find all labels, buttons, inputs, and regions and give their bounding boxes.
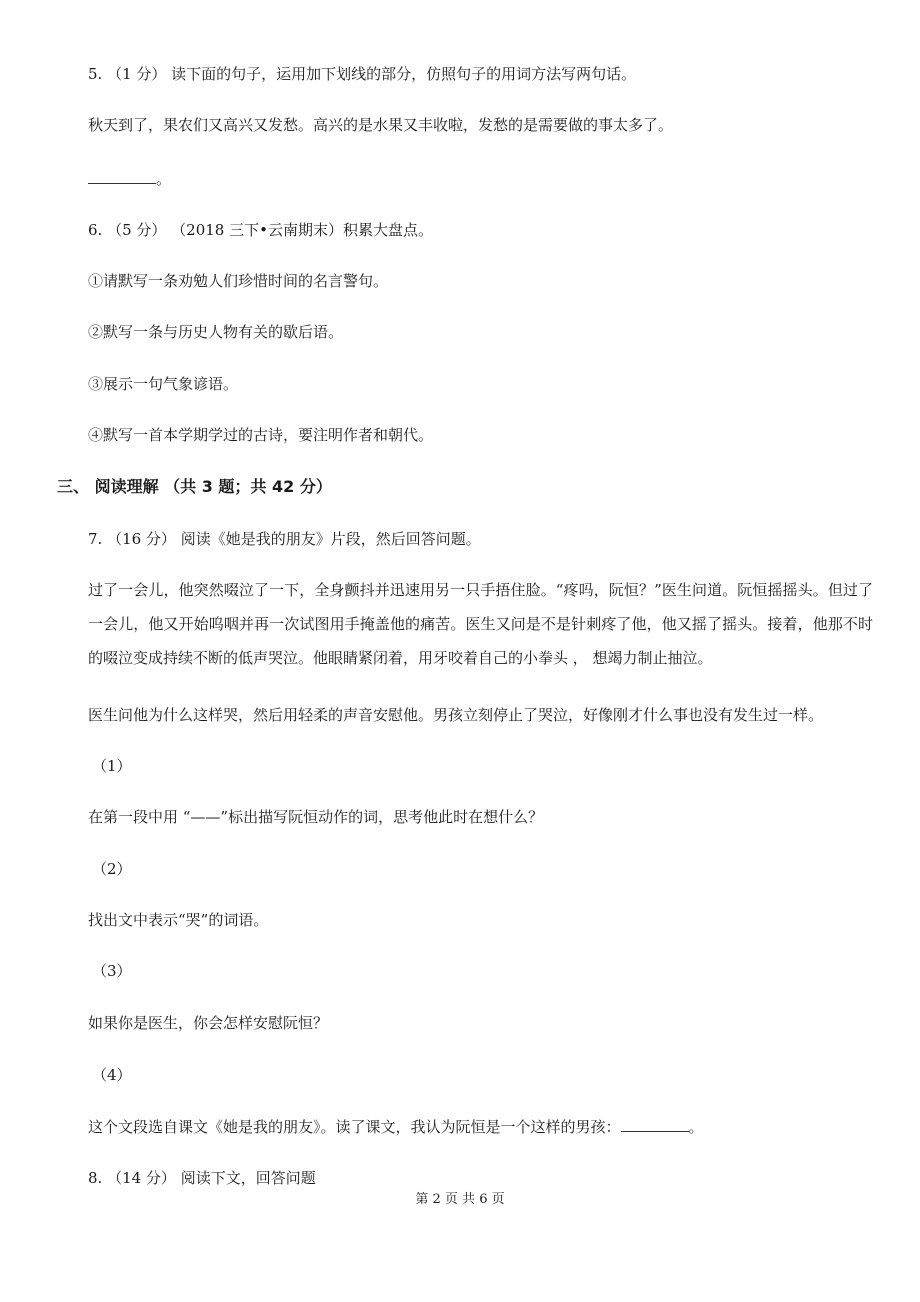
q7-sub2-text: 找出文中表示“哭”的词语。 — [88, 911, 269, 929]
q7-passage-2: 医生问他为什么这样哭，然后用轻柔的声音安慰他。男孩立刻停止了哭泣，好像刚才什么事也没有发生过一样。 — [88, 706, 824, 724]
q7-sub4-num: （4） — [92, 1066, 132, 1084]
q7-sub1-num: （1） — [92, 757, 132, 775]
q5-header: 5. （1 分） 读下面的句子，运用加下划线的部分，仿照句子的用词方法写两句话。 — [88, 65, 637, 83]
q6-item-3: ③展示一句气象谚语。 — [88, 375, 239, 393]
q7-header: 7. （16 分） 阅读《她是我的朋友》片段，然后回答问题。 — [88, 530, 481, 548]
q7-sub4-suffix: 。 — [688, 1118, 704, 1136]
q7-sub4-line — [88, 1116, 704, 1138]
q6-item-2: ②默写一条与历史人物有关的歇后语。 — [88, 323, 344, 341]
answer-blank[interactable] — [88, 170, 156, 184]
q5-answer-suffix: 。 — [156, 170, 172, 188]
q7-sub4-text: 这个文段选自课文《她是我的朋友》。读了课文，我认为阮恒是一个这样的男孩： — [88, 1118, 621, 1136]
q5-sentence: 秋天到了，果农们又高兴又发愁。高兴的是水果又丰收啦，发愁的是需要做的事太多了。 — [88, 116, 674, 134]
q8-header: 8. （14 分） 阅读下文，回答问题 — [88, 1169, 316, 1187]
q6-item-4: ④默写一首本学期学过的古诗，要注明作者和朝代。 — [88, 426, 434, 444]
page-footer: 第 2 页 共 6 页 — [415, 1192, 505, 1207]
q5-answer-line — [88, 168, 171, 190]
q7-passage-1: 过了一会儿，他突然啜泣了一下，全身颤抖并迅速用另一只手捂住脸。“疼吗，阮恒？”医生问道。阮恒摇摇头。但过了一会儿，他又开始呜咽并再一次试图用手掩盖他的痛苦。医生又问是不是针刺疼了他，他又摇了摇头。接着，他那不时的啜泣变成持续不断的低声哭泣。他眼睛紧闭着，用牙咬着自己的小拳头 ， 想竭力制止抽泣。 — [88, 581, 873, 667]
answer-blank[interactable] — [621, 1118, 689, 1132]
q7-sub3-num: （3） — [92, 962, 132, 980]
q7-sub2-num: （2） — [92, 860, 132, 878]
q7-sub3-text: 如果你是医生，你会怎样安慰阮恒？ — [88, 1014, 329, 1032]
q6-header: 6. （5 分） （2018 三下•云南期末）积累大盘点。 — [88, 221, 433, 239]
section-heading: 三、 阅读理解 （共 3 题；共 42 分） — [57, 477, 332, 496]
q6-item-1: ①请默写一条劝勉人们珍惜时间的名言警句。 — [88, 272, 389, 290]
q7-sub1-text: 在第一段中用 “——”标出描写阮恒动作的词，思考他此时在想什么？ — [88, 808, 544, 826]
